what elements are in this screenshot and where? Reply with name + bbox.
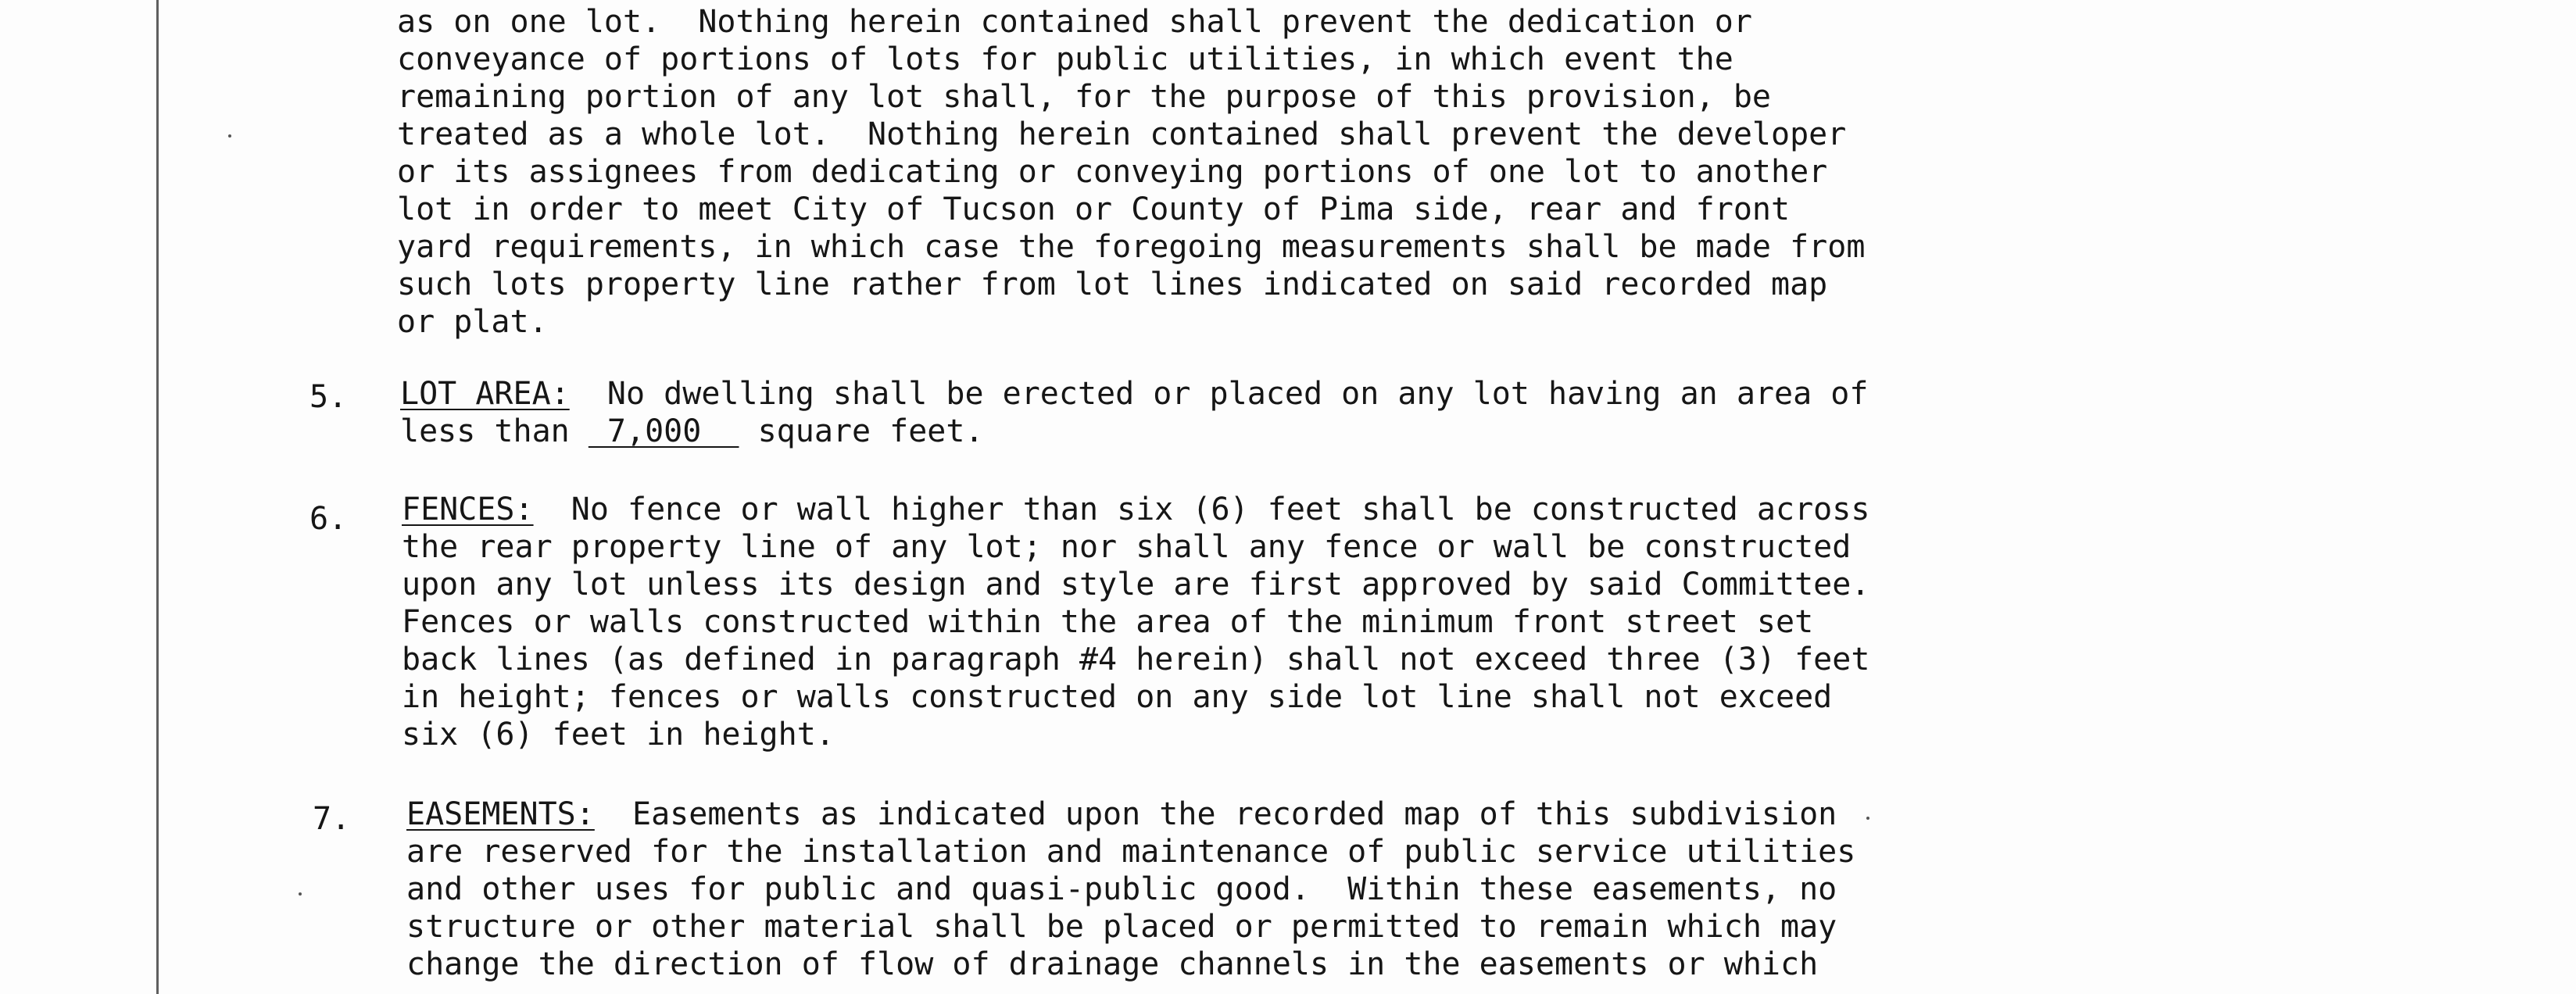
section-6-line: upon any lot unless its design and style are first approved by said Committee. <box>402 567 1870 602</box>
section-7-line: and other uses for public and quasi-public good. Within these easements, no <box>406 871 1837 907</box>
section-text: Easements as indicated upon the recorded map of this subdivision <box>594 796 1837 832</box>
section-number: 5. <box>309 379 348 415</box>
intro-line: treated as a whole lot. Nothing herein contained shall prevent the developer <box>397 116 1847 152</box>
section-text: No dwelling shall be erected or placed on any lot having an area of <box>569 376 1869 412</box>
section-6-line: in height; fences or walls constructed on any side lot line shall not exceed <box>402 679 1833 715</box>
section-7-line: structure or other material shall be placed or permitted to remain which may <box>406 909 1837 945</box>
section-heading: LOT AREA: <box>400 376 570 412</box>
section-number: 7. <box>313 801 351 837</box>
intro-line: or plat. <box>397 304 548 340</box>
section-7-line: change the direction of flow of drainage channels in the easements or which <box>406 946 1819 982</box>
section-5-line <box>400 413 984 450</box>
section-7-line <box>406 796 1837 833</box>
intro-line: lot in order to meet City of Tucson or County of Pima side, rear and front <box>397 191 1791 227</box>
section-number: 6. <box>309 501 348 537</box>
section-6-line <box>402 491 1869 528</box>
section-6-line: back lines (as defined in paragraph #4 herein) shall not exceed three (3) feet <box>402 642 1870 678</box>
intro-line: conveyance of portions of lots for public utilities, in which event the <box>397 41 1733 77</box>
page-margin-rule <box>156 0 159 994</box>
section-6-line: Fences or walls constructed within the area of the minimum front street set <box>402 604 1814 640</box>
intro-line: such lots property line rather from lot lines indicated on said recorded map <box>397 266 1828 302</box>
intro-line: or its assignees from dedicating or conveying portions of one lot to another <box>397 154 1828 190</box>
intro-line: as on one lot. Nothing herein contained shall prevent the dedication or <box>397 4 1752 40</box>
scan-speck <box>228 134 231 138</box>
section-text: square feet. <box>739 413 984 449</box>
scan-speck <box>1866 817 1869 820</box>
section-5-line <box>400 375 1868 413</box>
scan-speck <box>299 892 302 896</box>
intro-line: remaining portion of any lot shall, for the purpose of this provision, be <box>397 79 1771 115</box>
section-6-line: six (6) feet in height. <box>402 717 835 753</box>
section-6-line: the rear property line of any lot; nor shall any fence or wall be constructed <box>402 529 1852 565</box>
section-7-line: are reserved for the installation and maintenance of public service utilities <box>406 834 1856 870</box>
lot-area-value: 7,000 <box>588 413 739 449</box>
intro-line: yard requirements, in which case the foregoing measurements shall be made from <box>397 229 1866 265</box>
section-text: less than <box>400 413 589 449</box>
section-heading: EASEMENTS: <box>406 796 595 832</box>
section-heading: FENCES: <box>402 492 534 527</box>
section-text: No fence or wall higher than six (6) feet shall be constructed across <box>533 492 1870 527</box>
